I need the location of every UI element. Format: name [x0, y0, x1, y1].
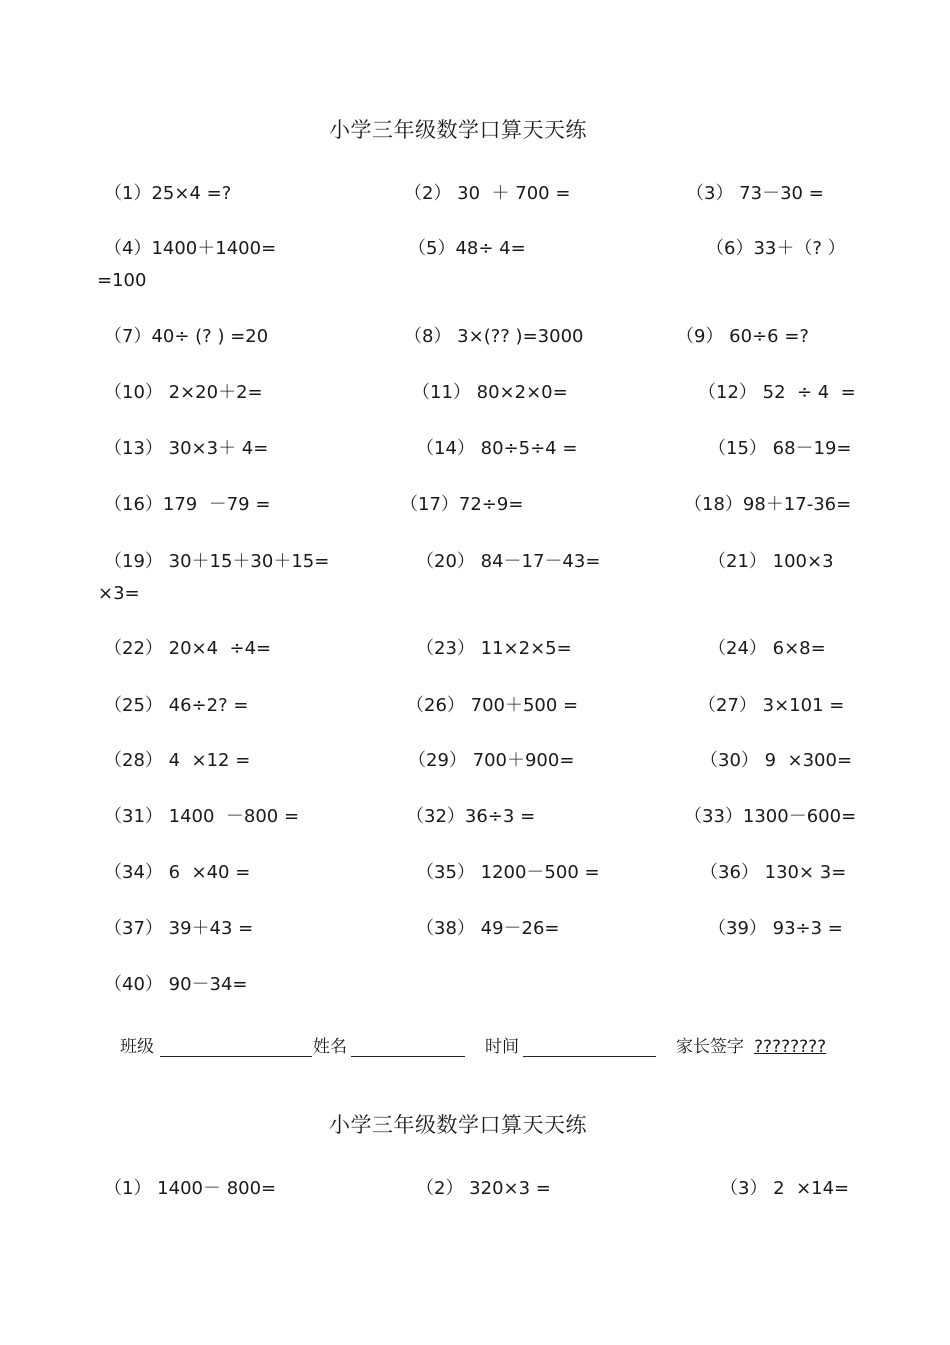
name-label: 姓名 — [313, 1037, 347, 1057]
problem-6-continuation: =100 — [97, 270, 147, 291]
problem-26: （26） 700＋500 = — [406, 695, 579, 716]
problem-10: （10） 2×20＋2= — [104, 382, 263, 403]
problem-34: （34） 6 ×40 = — [104, 862, 251, 883]
problem-23: （23） 11×2×5= — [416, 638, 572, 659]
problem-21-continuation: ×3= — [98, 583, 140, 604]
problem-2-3: （3） 2 ×14= — [720, 1178, 850, 1199]
problem-25: （25） 46÷2? = — [104, 695, 249, 716]
problem-22: （22） 20×4 ÷4= — [104, 638, 272, 659]
name-blank-line — [351, 1056, 465, 1057]
problem-15: （15） 68－19= — [708, 438, 852, 459]
problem-3: （3） 73－30 = — [686, 183, 824, 204]
parent-signature-label: 家长签字 — [676, 1037, 744, 1057]
class-label: 班级 — [120, 1037, 154, 1057]
problem-16: （16）179 －79 = — [104, 494, 271, 515]
problem-6: （6）33＋（? ） — [706, 238, 846, 259]
problem-19: （19） 30＋15＋30＋15= — [104, 551, 330, 572]
problem-29: （29） 700＋900= — [408, 750, 575, 771]
problem-36: （36） 130× 3= — [700, 862, 847, 883]
problem-33: （33）1300－600= — [684, 806, 857, 827]
problem-32: （32）36÷3 = — [406, 806, 536, 827]
problem-18: （18）98＋17-36= — [684, 494, 852, 515]
problem-21: （21） 100×3 — [708, 551, 834, 572]
problem-17: （17）72÷9= — [400, 494, 524, 515]
problem-11: （11） 80×2×0= — [412, 382, 568, 403]
problem-12: （12） 52 ÷ 4 = — [698, 382, 856, 403]
problem-30: （30） 9 ×300= — [700, 750, 853, 771]
problem-4: （4）1400＋1400= — [104, 238, 277, 259]
problem-9: （9） 60÷6 =? — [676, 326, 809, 347]
problem-13: （13） 30×3＋ 4= — [104, 438, 269, 459]
problem-27: （27） 3×101 = — [698, 695, 845, 716]
class-blank-line — [160, 1056, 312, 1057]
problem-20: （20） 84－17－43= — [416, 551, 601, 572]
problem-39: （39） 93÷3 = — [708, 918, 843, 939]
problem-14: （14） 80÷5÷4 = — [416, 438, 578, 459]
problem-40: （40） 90－34= — [104, 974, 248, 995]
problem-8: （8） 3×(?? )=3000 — [404, 326, 584, 347]
problem-24: （24） 6×8= — [708, 638, 826, 659]
problem-37: （37） 39＋43 = — [104, 918, 254, 939]
problem-38: （38） 49－26= — [416, 918, 560, 939]
parent-signature-value: ???????? — [754, 1037, 827, 1057]
problem-2: （2） 30 ＋ 700 = — [404, 183, 571, 204]
worksheet-title-2: 小学三年级数学口算天天练 — [329, 1113, 587, 1137]
problem-2-2: （2） 320×3 = — [416, 1178, 551, 1199]
problem-2-1: （1） 1400－ 800= — [104, 1178, 277, 1199]
problem-28: （28） 4 ×12 = — [104, 750, 251, 771]
problem-31: （31） 1400 －800 = — [104, 806, 300, 827]
worksheet-title: 小学三年级数学口算天天练 — [329, 118, 587, 142]
problem-7: （7）40÷ (? ) =20 — [104, 326, 269, 347]
problem-1: （1）25×4 =? — [104, 183, 232, 204]
time-blank-line — [523, 1056, 656, 1057]
problem-5: （5）48÷ 4= — [408, 238, 526, 259]
problem-35: （35） 1200－500 = — [416, 862, 600, 883]
time-label: 时间 — [485, 1037, 519, 1057]
